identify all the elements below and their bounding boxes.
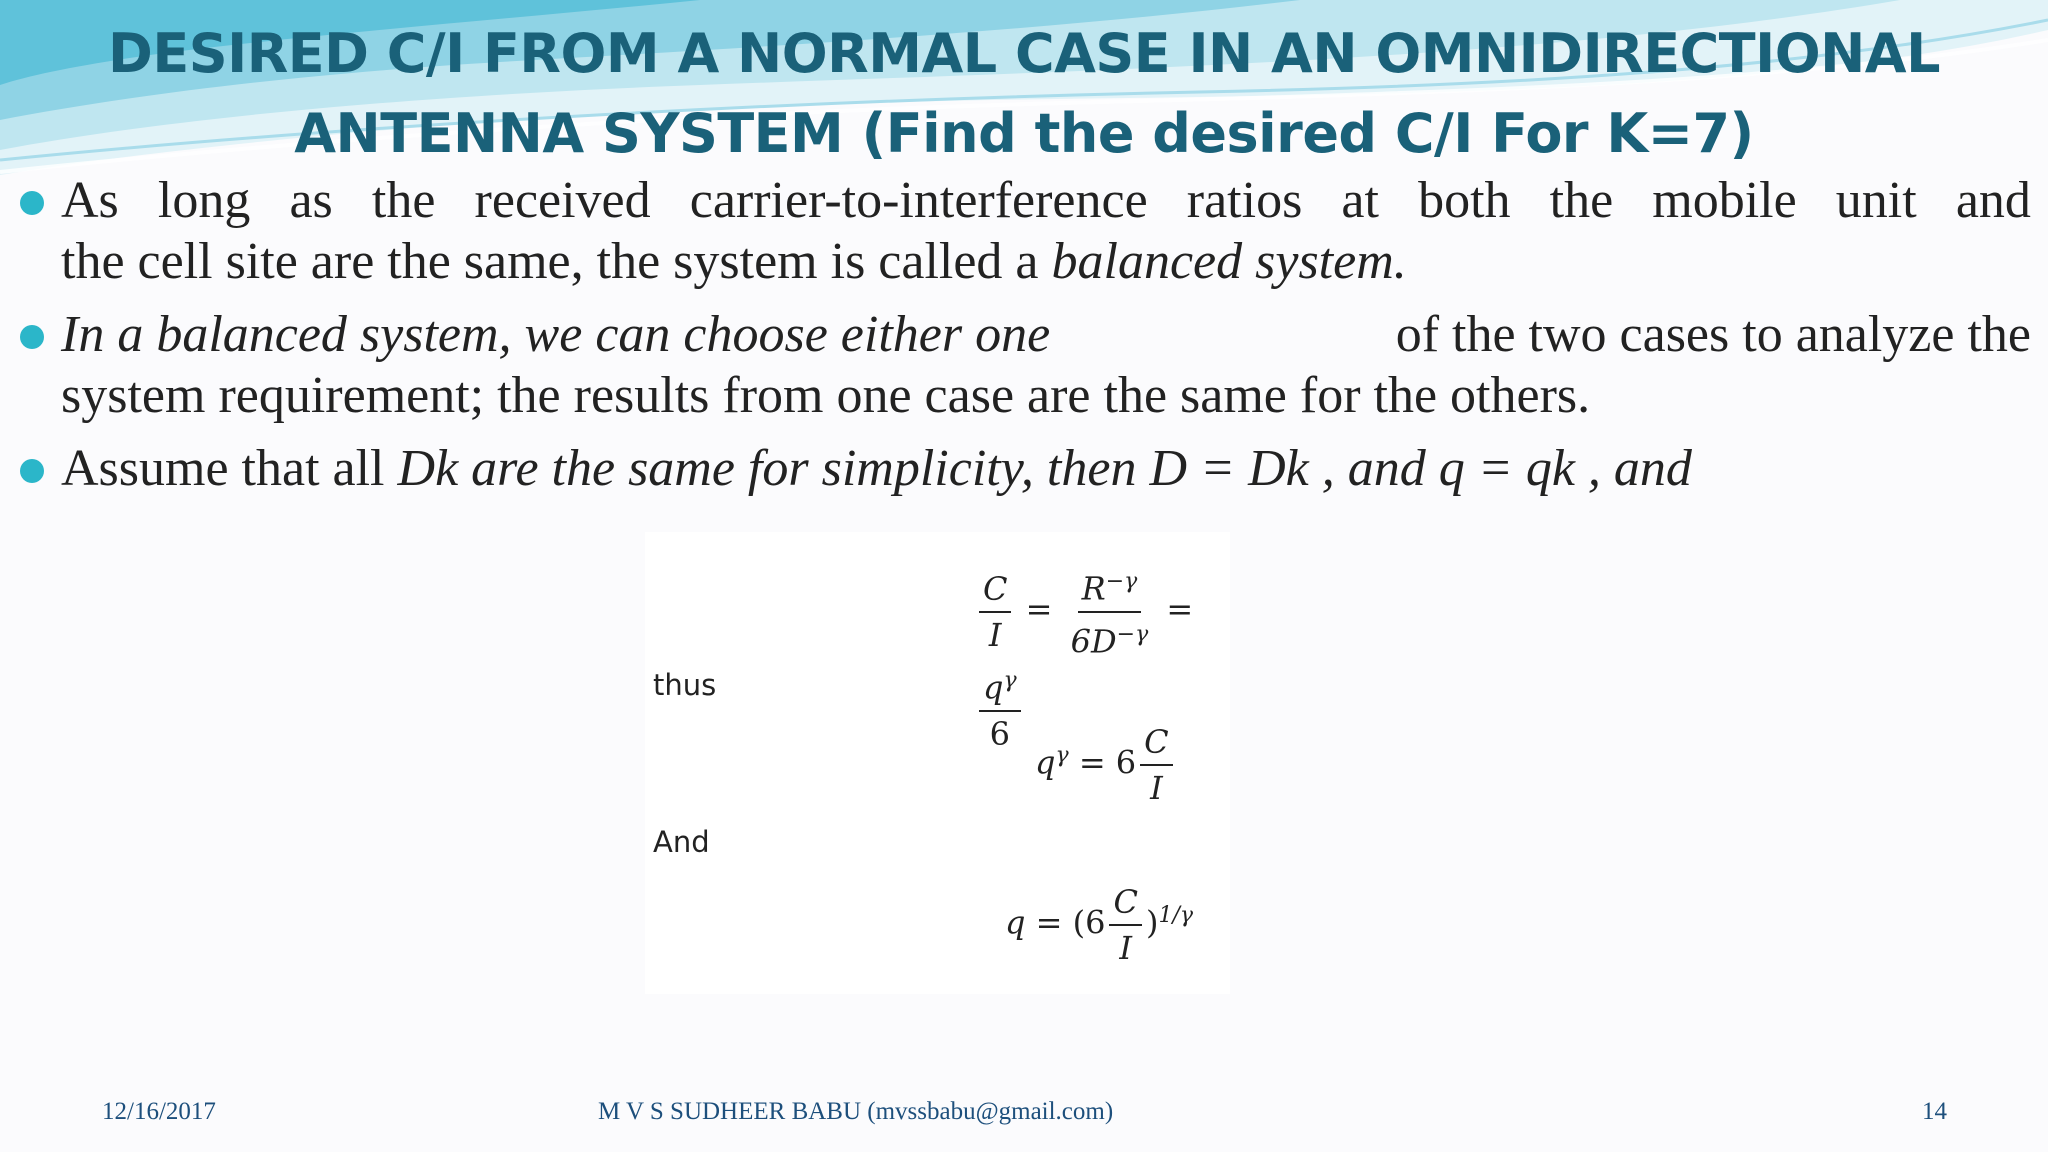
slide-title (0, 14, 2048, 174)
equals-sign: = (1025, 590, 1053, 629)
frac-r-over-6d (1067, 562, 1153, 661)
bullet-2-line-1-plain: of the two cases to analyze the (1395, 306, 2031, 363)
variable-q: q (1035, 743, 1056, 782)
equals-sign: = 6 (1078, 743, 1137, 782)
footer-author: M V S SUDHEER BABU (mvssbabu@gmail.com) (598, 1098, 1114, 1125)
bullet-text (61, 170, 2031, 292)
bullet-1-line-2-plain: the cell site are the same, the system is called a (61, 233, 1052, 290)
frac-denominator: I (988, 615, 1002, 654)
frac-numerator: R (1081, 569, 1106, 608)
frac-q-over-6 (979, 661, 1021, 754)
slide-title-line-1: DESIRED C/I FROM A NORMAL CASE IN AN OMNIDIRECTIONAL (108, 22, 1940, 85)
frac-denominator: 6 (989, 714, 1010, 753)
exponent: 1/γ (1158, 902, 1194, 928)
bullet-1-line-2-italic: balanced system. (1051, 233, 1407, 290)
label-thus: thus (653, 668, 717, 702)
frac-denominator: 6D (1070, 622, 1117, 661)
equals-sign: = (1166, 590, 1194, 629)
footer-page-number: 14 (1922, 1098, 1947, 1125)
close-paren: ) (1145, 903, 1159, 942)
bullet-2-line-2: system requirement; the results from one case are the same for the others. (61, 367, 1591, 424)
bullet-dot-icon (20, 459, 44, 483)
bullet-1-line-2 (61, 231, 2031, 292)
bullet-2-line-1 (61, 304, 2031, 365)
frac-c-over-i (979, 569, 1011, 655)
exponent: −γ (1116, 621, 1149, 647)
bullet-text (61, 438, 2031, 499)
frac-denominator: I (1150, 769, 1163, 807)
bullet-1-line-1-text: As long as the received carrier-to-interference ratios at both the mobile unit and (61, 172, 2031, 229)
bullet-2-line-1-italic: In a balanced system, we can choose either one (61, 306, 1051, 363)
bullet-3-line-1 (61, 438, 2031, 499)
frac-c-over-i (1109, 882, 1141, 968)
bullet-text (61, 304, 2031, 426)
equation-q (1005, 882, 1193, 968)
equals-sign: = (6 (1035, 903, 1106, 942)
exponent: −γ (1105, 569, 1138, 594)
slide-title-line-2: ANTENNA SYSTEM (Find the desired C/I For K=7) (294, 102, 1754, 165)
frac-numerator: C (1109, 882, 1141, 926)
label-and: And (653, 825, 710, 859)
footer-date: 12/16/2017 (102, 1098, 216, 1125)
equation-image (645, 532, 1230, 994)
frac-numerator: C (1140, 722, 1172, 766)
variable-q: q (1005, 903, 1026, 942)
bullet-3-line-1-plain: Assume that all (61, 440, 398, 497)
bullet-dot-icon (20, 325, 44, 349)
frac-c-over-i (1140, 722, 1172, 808)
frac-denominator: I (1119, 929, 1133, 967)
exponent: γ (1055, 742, 1069, 768)
bullet-3-line-1-italic: Dk are the same for simplicity, then D = Dk , and q = qk , and (397, 440, 1692, 497)
exponent: γ (1003, 668, 1017, 694)
bullet-1-line-1 (61, 170, 2031, 231)
bullet-dot-icon (20, 191, 44, 215)
equation-q-gamma (1035, 722, 1177, 808)
frac-numerator: q (983, 668, 1004, 707)
frac-numerator: C (979, 569, 1011, 613)
